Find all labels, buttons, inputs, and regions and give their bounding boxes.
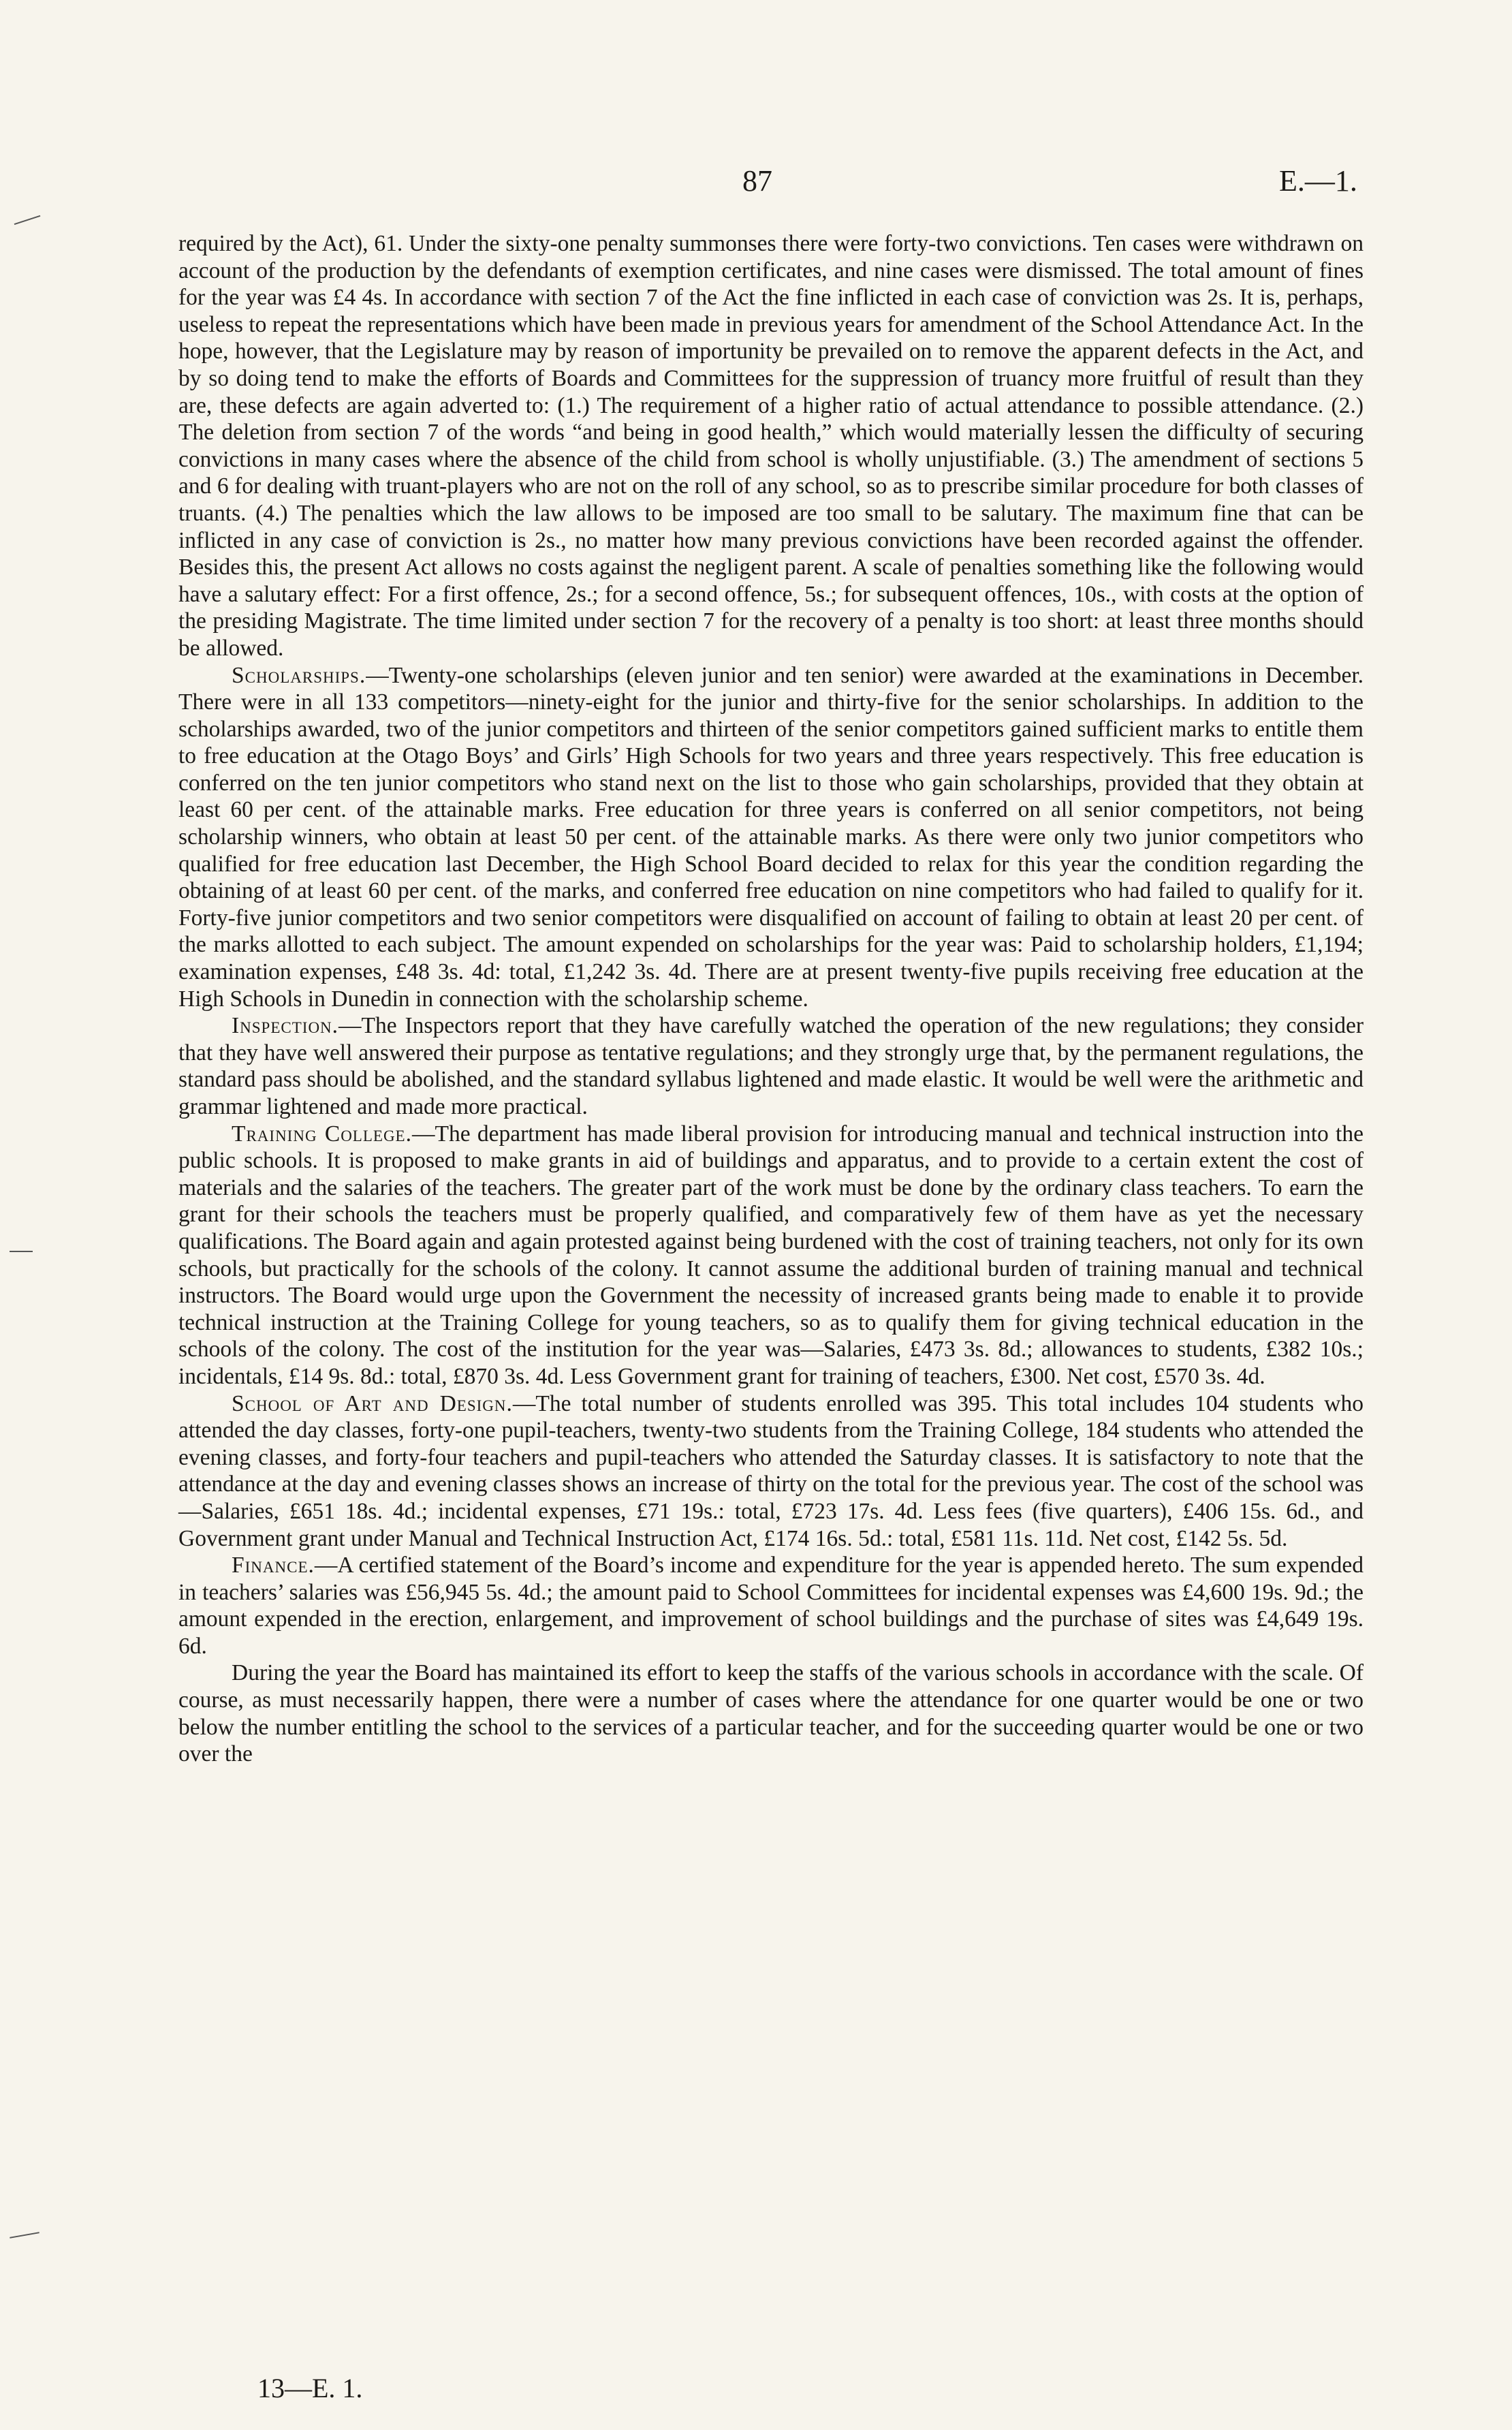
document-body (178, 230, 1364, 1768)
page-number: 87 (742, 164, 772, 198)
heading-school-of-art: School of Art and Design. (232, 1390, 513, 1416)
margin-mark-middle (10, 1251, 33, 1252)
scholarships-text: —Twenty-one scholarships (eleven junior and ten senior) were awarded at the examinations in December. There were in all 133 competitors—ninety-eight for the junior and thirty-five for the senior scholarships. In addition to the scholarships awarded, two of the junior competitors and thirteen of the senior competitors gained sufficient marks to entitle them to free education at the Otago Boys’ and Girls’ High Schools for two years and three years respectively. This free education is conferred on the ten junior competitors who stand next on the list to those who gain scholarships, provided that they obtain at least 60 per cent. of the attainable marks. Free education for three years is conferred on all senior competitors, not being scholarship winners, who obtain at least 50 per cent. of the attainable marks. As there were only two junior competitors who qualified for free education last December, the High School Board decided to relax for this year the condition regarding the obtaining of at least 60 per cent. of the marks, and conferred free education on nine competitors who had failed to qualify for it. Forty-five junior competitors and two senior competitors were disqualified on account of failing to obtain at least 20 per cent. of the marks allotted to each subject. The amount expended on scholarships for the year was: Paid to scholarship holders, £1,194; examination expenses, £48 3s. 4d: total, £1,242 3s. 4d. There are at present twenty-five pupils receiving free education at the High Schools in Dunedin in connection with the scholarship scheme. (178, 662, 1364, 1012)
paragraph-finance (178, 1552, 1364, 1660)
finance-text: —A certified statement of the Board’s income and expenditure for the year is appended hereto. The sum expended in teachers’ salaries was £56,945 5s. 4d.; the amount paid to School Committees for incidental expenses was £4,600 19s. 9d.; the amount expended in the erection, enlargement, and improvement of school buildings and the purchase of sites was £4,649 19s. 6d. (178, 1553, 1364, 1659)
inspection-text: —The Inspectors report that they have carefully watched the operation of the new regulations; they consider that they have well answered their purpose as tentative regulations; and they strongly urge that, by the permanent regulations, the standard pass should be abolished, and the standard syllabus lightened and made elastic. It would be well were the arithmetic and grammar lightened and made more practical. (178, 1013, 1364, 1119)
paragraph-attendance: required by the Act), 61. Under the sixty-one penalty summonses there were forty-two convictions. Ten cases were withdrawn on account of the production by the defendants of exemption certificates, and nine cases were dismissed. The total amount of fines for the year was £4 4s. In accordance with section 7 of the Act the fine inflicted in each case of conviction was 2s. It is, perhaps, useless to repeat the representations which have been made in previous years for amendment of the School Attendance Act. In the hope, however, that the Legislature may by reason of importunity be prevailed on to remove the apparent defects in the Act, and by so doing tend to make the efforts of Boards and Committees for the suppression of truancy more fruitful of result than they are, these defects are again adverted to: (1.) The requirement of a higher ratio of actual attendance to possible attendance. (2.) The deletion from section 7 of the words “and being in good health,” which would materially lessen the difficulty of securing convictions in many cases where the absence of the child from school is wholly unjustifiable. (3.) The amendment of sections 5 and 6 for dealing with truant-players who are not on the roll of any school, so as to prescribe similar procedure for both classes of truants. (4.) The penalties which the law allows to be imposed are too small to be salutary. The maximum fine that can be inflicted in any case of conviction is 2s., no matter how many previous convictions have been recorded against the offender. Besides this, the present Act allows no costs against the negligent parent. A scale of penalties something like the following would have a salutary effect: For a first offence, 2s.; for a second offence, 5s.; for subsequent offences, 10s., with costs at the option of the presiding Magistrate. The time limited under section 7 for the recovery of a penalty is too short: at least three months should be allowed. (178, 231, 1364, 661)
heading-inspection: Inspection. (232, 1013, 339, 1039)
margin-mark-bottom (10, 2232, 40, 2239)
heading-training-college: Training College. (232, 1121, 412, 1147)
paragraph-training-college (178, 1121, 1364, 1390)
heading-finance: Finance. (232, 1553, 315, 1578)
section-reference: E.—1. (1279, 164, 1357, 198)
paragraph-scholarships (178, 662, 1364, 1013)
paragraph-staffs: During the year the Board has maintained its effort to keep the staffs of the various schools in accordance with the scale. Of course, as must necessarily happen, there were a number of cases where the attendance for one quarter would be one or two below the number entitling the school to the services of a particular teacher, and for the succeeding quarter would be one or two over the (178, 1660, 1364, 1767)
heading-scholarships: Scholarships. (232, 662, 366, 688)
paragraph-school-of-art (178, 1390, 1364, 1553)
training-college-text: —The department has made liberal provision for introducing manual and technical instruction into the public schools. It is proposed to make grants in aid of buildings and apparatus, and to provide to a certain extent the cost of materials and the salaries of the teachers. The greater part of the work must be done by the ordinary class teachers. To earn the grant for their schools the teachers must be properly qualified, and comparatively few of them have as yet the necessary qualifications. The Board again and again protested against being burdened with the cost of training teachers, not only for its own schools, but practically for the schools of the colony. It cannot assume the additional burden of training manual and technical instructors. The Board would urge upon the Government the necessity of increased grants being made to enable it to provide technical instruction at the Training College for young teachers, so as to qualify them for giving technical education in the schools of the colony. The cost of the institution for the year was—Salaries, £473 3s. 8d.; allowances to students, £382 10s.; incidentals, £14 9s. 8d.: total, £870 3s. 4d. Less Government grant for training of teachers, £300. Net cost, £570 3s. 4d. (178, 1121, 1364, 1389)
signature-mark: 13—E. 1. (257, 2373, 363, 2403)
margin-mark-top (14, 215, 41, 225)
school-of-art-text: —The total number of students enrolled was 395. This total includes 104 students who attended the day classes, forty-one pupil-teachers, twenty-two students from the Training College, 184 students who attended the evening classes, and forty-four teachers and pupil-teachers who attended the Saturday classes. It is satisfactory to note that the attendance at the day and evening classes shows an increase of thirty on the total for the previous year. The cost of the school was—Salaries, £651 18s. 4d.; incidental expenses, £71 19s.: total, £723 17s. 4d. Less fees (five quarters), £406 15s. 6d., and Government grant under Manual and Technical Instruction Act, £174 16s. 5d.: total, £581 11s. 11d. Net cost, £142 5s. 5d. (178, 1390, 1364, 1551)
paragraph-inspection (178, 1012, 1364, 1120)
